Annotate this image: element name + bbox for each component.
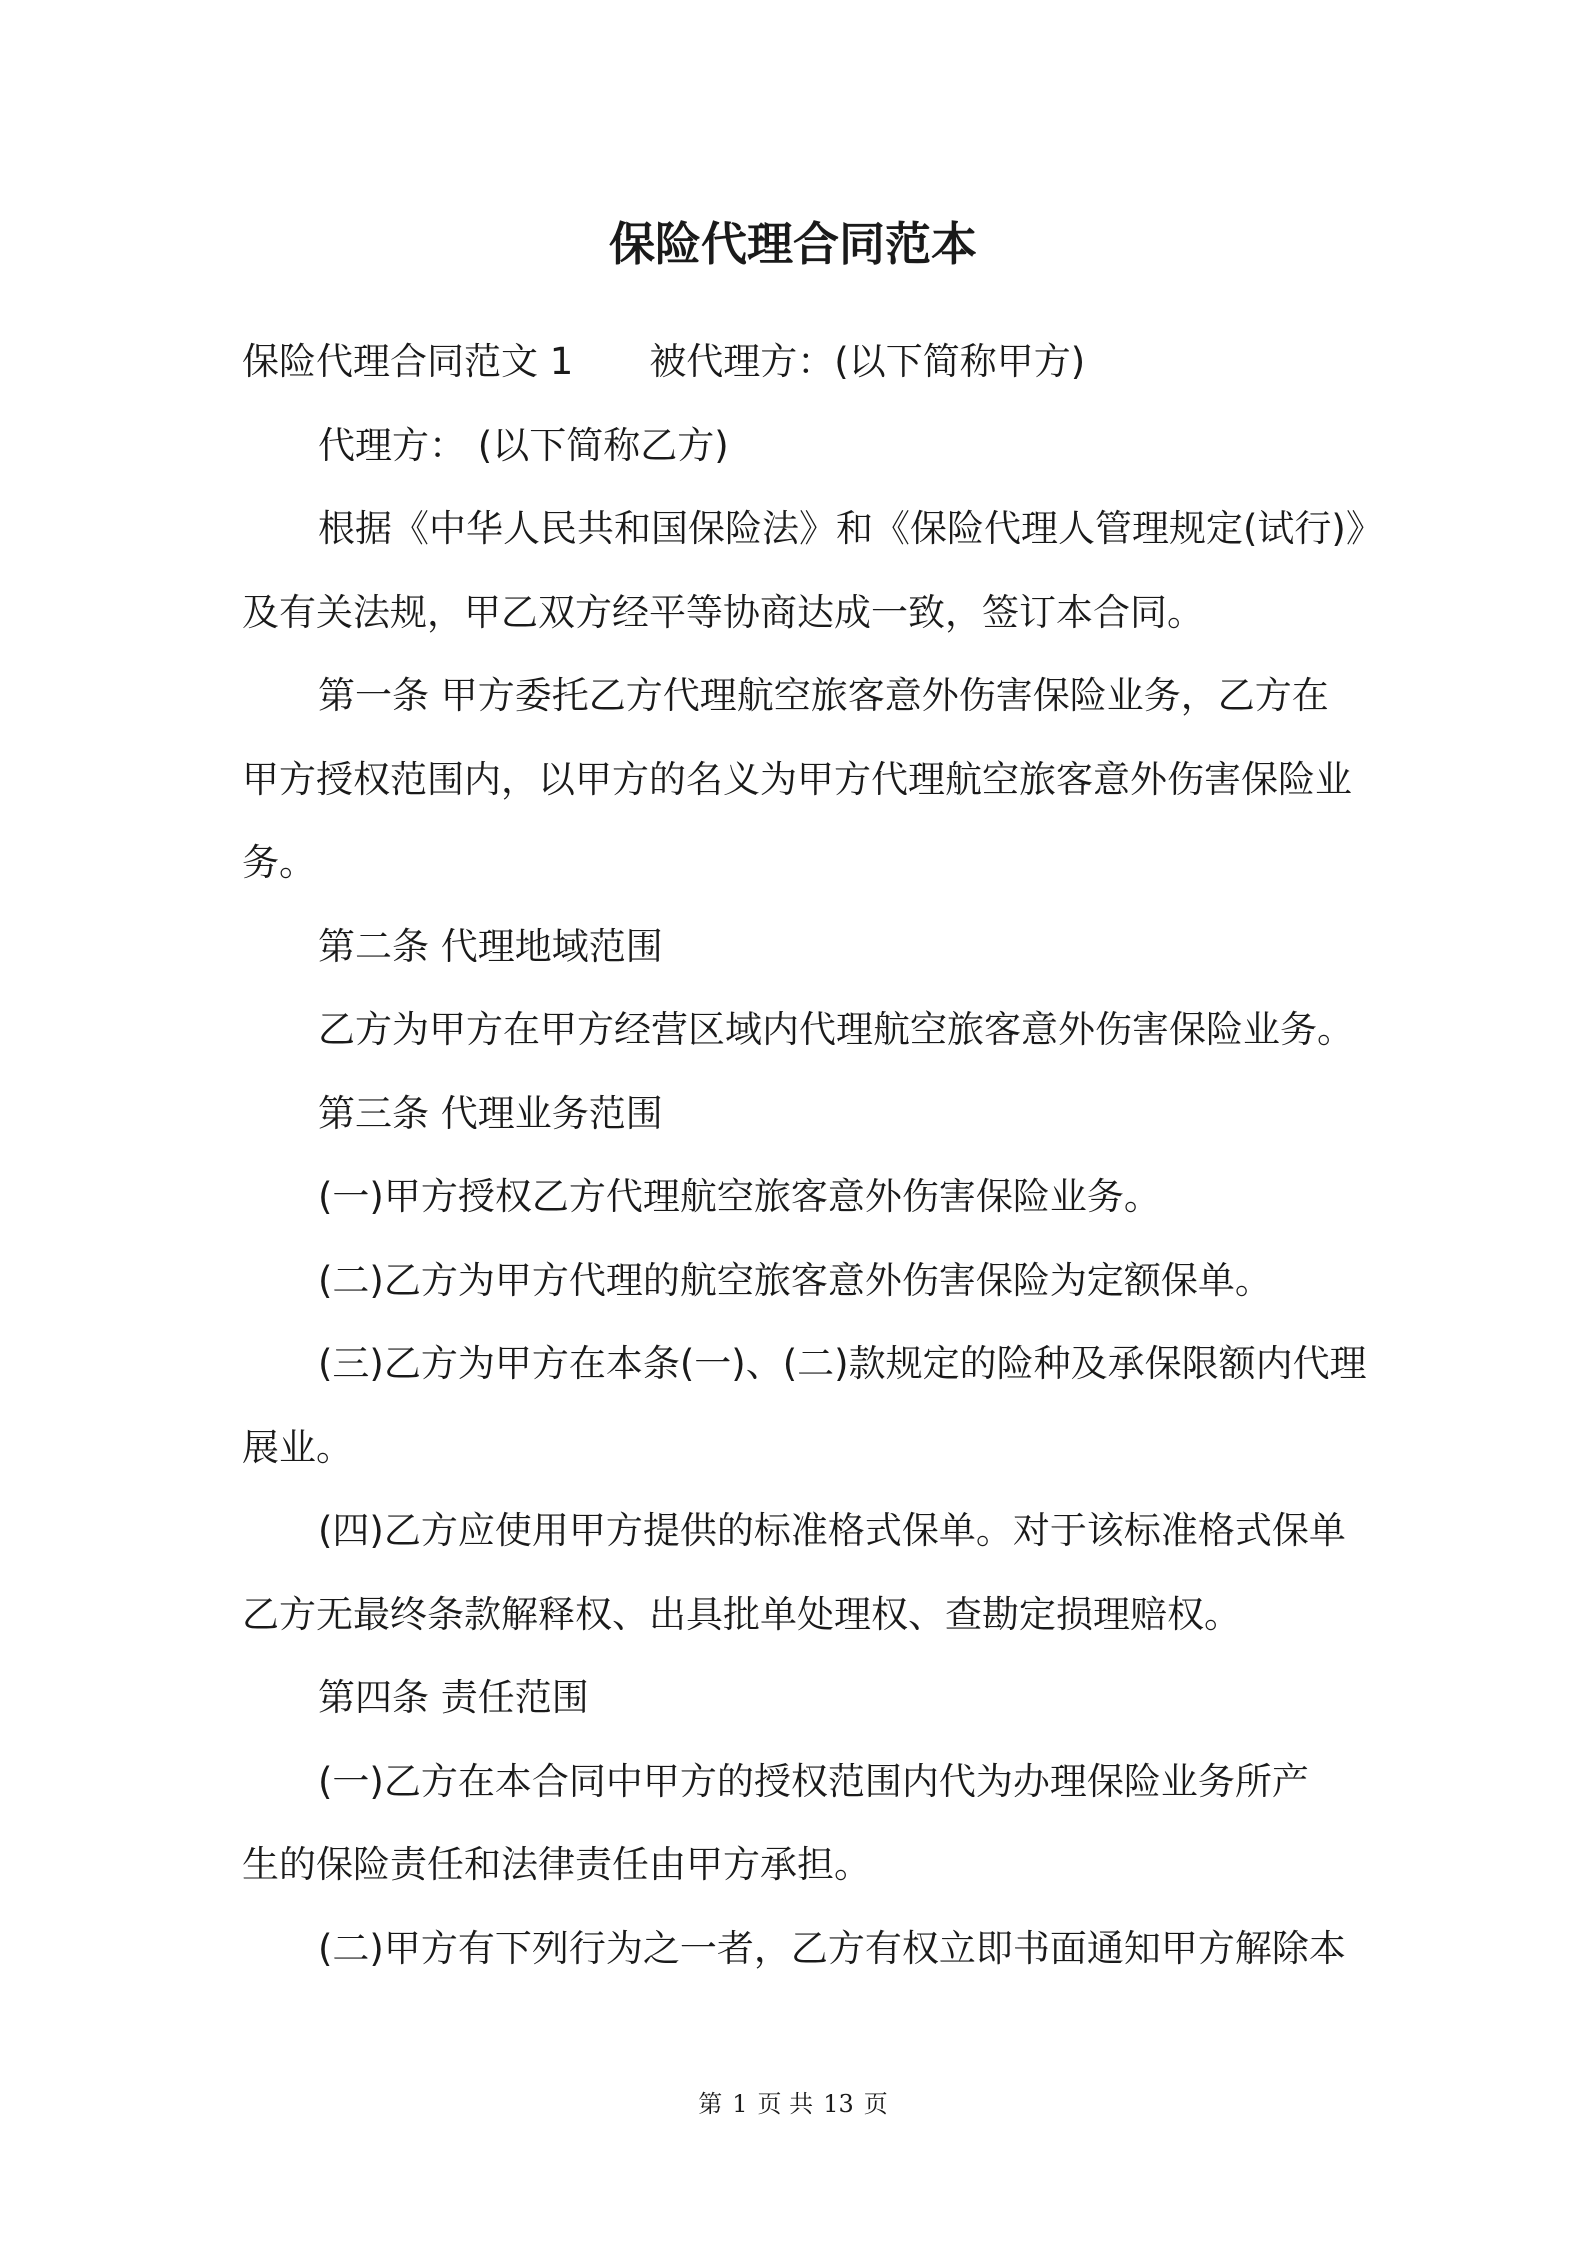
- article-heading: 第三条 代理业务范围: [318, 1091, 663, 1135]
- paragraph: 务。: [242, 841, 316, 884]
- paragraph: 甲方授权范围内，以甲方的名义为甲方代理航空旅客意外伤害保险业: [242, 757, 1352, 801]
- principal-party: 被代理方：(以下简称甲方): [649, 340, 1086, 383]
- document-title: 保险代理合同范本: [609, 217, 977, 271]
- document-body: [242, 320, 1383, 1990]
- article-heading: 第四条 责任范围: [318, 1676, 589, 1719]
- paragraph: 根据《中华人民共和国保险法》和《保险代理人管理规定(试行)》: [318, 507, 1383, 550]
- paragraph: 展业。: [242, 1425, 353, 1469]
- paragraph: (一)乙方在本合同中甲方的授权范围内代为办理保险业务所产: [318, 1759, 1309, 1803]
- page-number: 1: [732, 2090, 748, 2118]
- paragraph: (三)乙方为甲方在本条(一)、(二)款规定的险种及承保限额内代理: [318, 1342, 1367, 1385]
- total-pages: 13: [823, 2090, 854, 2118]
- paragraph: (二)甲方有下列行为之一者，乙方有权立即书面通知甲方解除本: [318, 1926, 1346, 1970]
- paragraph: (四)乙方应使用甲方提供的标准格式保单。对于该标准格式保单: [318, 1509, 1346, 1552]
- intro-label: 保险代理合同范文 1: [242, 340, 574, 383]
- page-footer: [0, 2088, 1586, 2120]
- paragraph: 代理方： (以下简称乙方): [318, 423, 729, 467]
- paragraph: (二)乙方为甲方代理的航空旅客意外伤害保险为定额保单。: [318, 1258, 1272, 1302]
- paragraph: 乙方无最终条款解释权、出具批单处理权、查勘定损理赔权。: [242, 1592, 1241, 1636]
- intro-line: [242, 320, 1362, 404]
- article-heading: 第二条 代理地域范围: [318, 924, 663, 968]
- paragraph: 及有关法规，甲乙双方经平等协商达成一致，签订本合同。: [242, 590, 1204, 634]
- paragraph: 乙方为甲方在甲方经营区域内代理航空旅客意外伤害保险业务。: [318, 1008, 1354, 1051]
- paragraph: 生的保险责任和法律责任由甲方承担。: [242, 1843, 871, 1886]
- paragraph: (一)甲方授权乙方代理航空旅客意外伤害保险业务。: [318, 1175, 1161, 1218]
- paragraph: 第一条 甲方委托乙方代理航空旅客意外伤害保险业务，乙方在: [318, 674, 1329, 717]
- footer-suffix: 页: [863, 2090, 888, 2118]
- footer-middle: 页 共: [757, 2090, 814, 2118]
- footer-prefix: 第: [698, 2090, 723, 2118]
